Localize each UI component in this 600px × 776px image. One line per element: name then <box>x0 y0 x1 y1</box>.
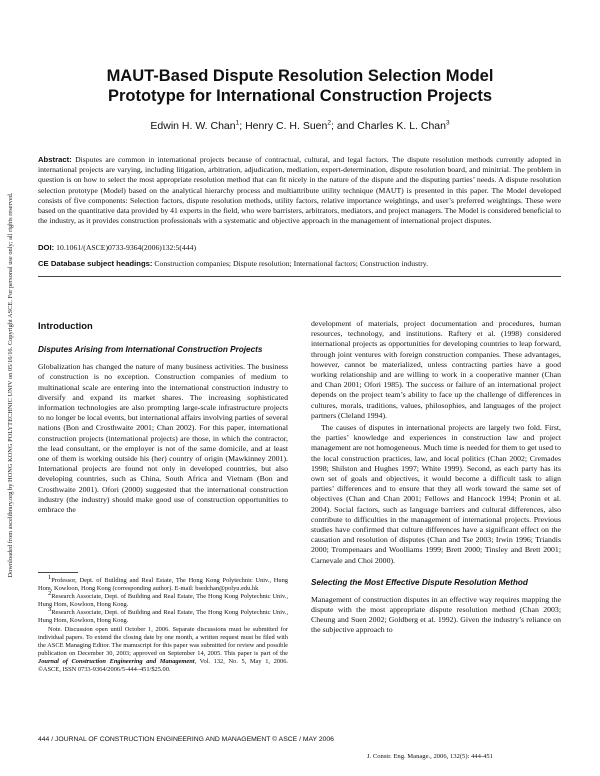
abstract-label: Abstract: <box>38 155 72 164</box>
author-2: Henry C. H. Suen <box>245 120 328 132</box>
intro-paragraph-1: Globalization has changed the nature of many business activities. The business of construction is no exception. Construction companies of medium to multinational scale are entering into the international construction industry to diversify and expand its market shares. The increasing sophisticated information technologies are also prompting large-scale infrastructure projects to no longer be local events, but international affairs involving parties of several nations (Bon and Crosthwaite 2001; Chan 2002). For this paper, international construction projects (international projects) are those, in which the contractor, the lead consultant, or the employer is not of the same domicile, and at least one of them is working outside his (her) country of origin (Mawkinney 2001). International projects are found not only in developed countries, but also developing countries, such as China, South Africa and Vietnam (Bon and Crosthwaite 2001). Ofori (2000) suggested that the international construction industry (the industry) should make good use of construction opportunities to embrace the <box>38 362 288 515</box>
abstract <box>38 155 561 226</box>
left-column <box>38 321 288 515</box>
author-1: Edwin H. W. Chan <box>150 120 236 132</box>
subject-headings <box>38 259 428 268</box>
title-line-2: Prototype for International Construction Projects <box>107 87 493 105</box>
journal-name: Journal of Construction Engineering and Management <box>38 657 195 665</box>
subject-headings-value: Construction companies; Dispute resolution; International factors; Construction industry. <box>154 259 429 268</box>
footnote-2-mark: 2 <box>48 590 52 598</box>
submission-note-text: Note. Discussion open until October 1, 2006. Separate discussions must be submitted for individual papers. To extend the closing date by one month, a written request must be filed with the ASCE Managing Editor. The manuscript for this paper was submitted for review and possible publication on December 30, 2003; approved on September 14, 2005. This paper is part of the <box>38 625 288 657</box>
footnote-3-mark: 3 <box>48 606 52 614</box>
doi-line <box>38 243 196 252</box>
author-1-mark: 1 <box>235 119 240 127</box>
footnote-2 <box>38 590 288 609</box>
doi-label: DOI: <box>38 243 55 252</box>
section-divider <box>38 276 561 277</box>
submission-note-end: , Vol. 132, No. 5, May 1, 2006. ©ASCE, ISSN 0733-9364/2006/5-444–451/$25.00. <box>38 657 288 674</box>
subsection-heading-disputes: Disputes Arising from International Construction Projects <box>38 345 263 355</box>
submission-note <box>38 626 288 675</box>
author-separator: ; <box>239 120 246 132</box>
citation-line: J. Constr. Eng. Manage., 2006, 132(5): 444-451 <box>366 753 493 760</box>
footnote-rule <box>38 572 78 573</box>
footnotes <box>38 573 288 674</box>
author-2-mark: 2 <box>327 119 331 127</box>
footnote-3 <box>38 606 288 625</box>
selecting-paragraph-1: Management of construction disputes in an effective way requires mapping the dispute with the most appropriate dispute resolution method (Chan 2003; Cheung and Suen 2002; Goldberg et al. 1992). Given the industry’s reliance on the subjective approach to <box>311 594 561 635</box>
footnote-3-text: Research Associate, Dept. of Building and Real Estate, The Hong Kong Polytechnic Univ., Hung Hom, Kowloon, Hong Kong. <box>38 609 288 625</box>
intro-paragraph-2: development of materials, project documentation and procedures, human resources, technology, and institutions. Raftery et al. (1998) considered international projects as opportunities for developing countries to leap forward, through joint ventures with foreign construction companies. These advantages, however, cannot be materialized, unless contracting parties have a good working relationship and are willing to work in a cooperative manner (Chan and Chan 2001; Ofori 1985). The success or failure of an international project depends on the project team’s ability to face up the challenge of differences in cultures, morals, traditions, values, philosophies, and languages of the project partners (Cleland 1994). <box>311 319 561 420</box>
section-heading-introduction: Introduction <box>38 320 93 331</box>
doi-value[interactable]: 10.1061/(ASCE)0733-9364(2006)132:5(444) <box>56 243 197 252</box>
paper-title <box>40 66 560 106</box>
author-3: Charles K. L. Chan <box>357 120 446 132</box>
page-footer: 444 / JOURNAL OF CONSTRUCTION ENGINEERING AND MANAGEMENT © ASCE / MAY 2006 <box>38 736 334 743</box>
title-line-1: MAUT-Based Dispute Resolution Selection Model <box>106 67 494 85</box>
subject-headings-label: CE Database subject headings: <box>38 259 153 268</box>
footnote-1-mark: 1 <box>48 573 52 581</box>
author-list <box>40 120 560 132</box>
footnote-1 <box>38 573 288 593</box>
footnote-1-text: Professor, Dept. of Building and Real Estate, The Hong Kong Polytechnic Univ., Hung Hom, Kowloon, Hong Kong (corresponding author). E-mail: bsedchan@polyu.edu.hk <box>38 577 288 593</box>
author-separator: ; and <box>330 120 358 132</box>
download-note: Downloaded from ascelibrary.org by HONG KONG POLYTECHNIC UNIV on 05/16/16. Copyright ASCE. For personal use only; all rights reserved. <box>7 192 14 578</box>
abstract-text: Disputes are common in international projects because of contractual, cultural, and legal factors. The dispute resolution methods currently adopted in international projects are varying, including litigation, arbitration, adjudication, mediation, expert-determination, dispute resolution board, and minitrial. The problem in question is on how to select the most appropriate resolution method that can fit nicely in the nature of the dispute and the disputing parties’ needs. A dispute resolution selection prototype (Model) based on the analytical hierarchy process and multiattribute utility technique (MAUT) is presented in this paper. The Model developed consists of five components: Selection factors, dispute resolution methods, utility factors, relative importance weightings, and user’s preferred weightings. These were based on the quantitative data provided by 41 experts in the field, who were barristers, arbitrators, mediators, and project managers. The Model is considered beneficial to the industry, as it provides construction professionals with a systematic and objective approach in the management of international project disputes. <box>38 155 561 226</box>
subsection-heading-selecting: Selecting the Most Effective Dispute Resolution Method <box>311 577 528 587</box>
right-column <box>311 319 561 636</box>
download-watermark <box>6 150 20 620</box>
footnote-2-text: Research Associate, Dept. of Building and Real Estate, The Hong Kong Polytechnic Univ., Hung Hom, Kowloon, Hong Kong. <box>38 593 288 609</box>
author-3-mark: 3 <box>445 119 450 127</box>
intro-paragraph-3: The causes of disputes in international projects are largely two fold. First, the parties’ knowledge and experiences in construction law and project management are not homogeneous. Much time is needed for them to get used to the local construction practices, law, and local politics (Chan 2002; Cremades 1998; Shilston and Hughes 1997; White 1999). Second, as each party has its own set of goals and objectives, it would become a difficult task to align parties’ differences and to ensure that they all work toward the same set of objectives (Chan and Chan 2001; Fellows and Hancock 1994; Pronin et al. 2004). Social factors, such as language barriers and cultural differences, also contribute to difficulties in the management of international projects. Previous studies have confirmed that culture differences have a significant effect on the causation and resolution of disputes (Chan and Tse 2003; Irwin 1996; Triandis 2000; Trompenaars and Woolliams 1999; Brett 2000; Tinsley and Brett 2001; Carnevale and Choi 2000). <box>311 423 561 565</box>
